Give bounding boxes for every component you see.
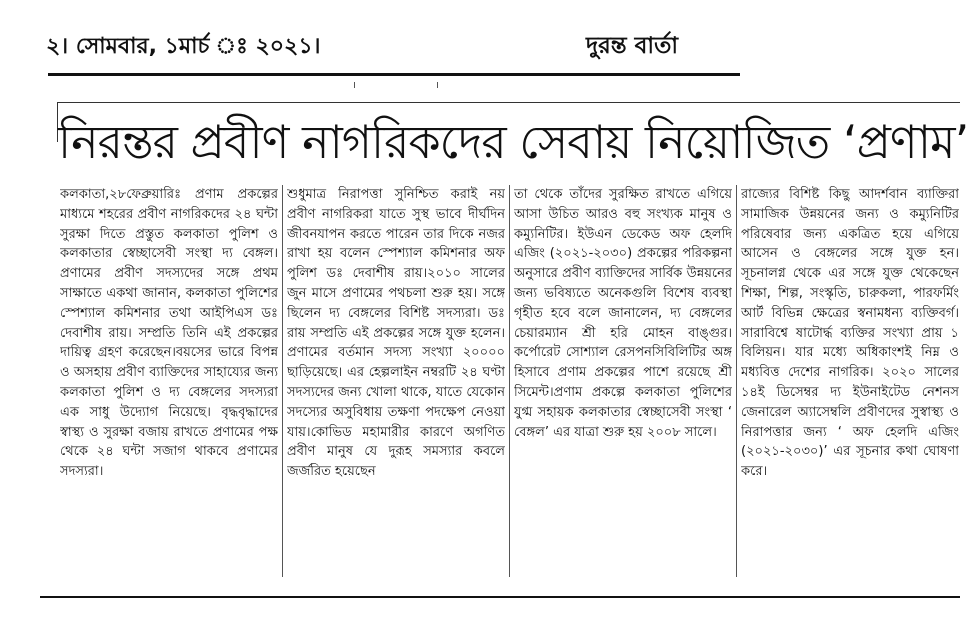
column-divider (282, 185, 283, 577)
article-frame-top (57, 102, 960, 103)
rule-tick (437, 82, 438, 88)
article-body (60, 185, 958, 583)
masthead-rule (48, 73, 740, 76)
article-column-3: তা থেকে তাঁদের সুরক্ষিত রাখতে এগিয়ে আসা উচিত আরও বহু সংখ্যক মানুষ ও কম্যুনিটির। ইউএন ডেকেড অফ হেলদি এজিং (২০২১-২০৩০) প্রকল্পের পরিকল্পনা অনুসারে প্রবীণ ব্যাক্তিদের সার্বিক উন্নয়নের জন্য ভবিষ্যতে অনেকগুলি বিশেষ ব্যবস্থা গৃহীত হবে বলে জানালেন, দ্য বেঙ্গলের চেয়ারম্যান শ্রী হরি মোহন বাঙ্গুর। কর্পোরেট সোশ্যাল রেসপনসিবিলিটির অঙ্গ হিসাবে প্রণাম প্রকল্পের পাশে রয়েছে শ্রী সিমেন্ট।প্রণাম প্রকল্পে কলকাতা পুলিশের যুগ্ম সহায়ক কলকাতার স্বেচ্ছাসেবী সংস্থা ‘ বেঙ্গল’ এর যাত্রা শুরু হয় ২০০৮ সালে। (514, 187, 732, 440)
newspaper-name: দুরন্ত বার্তা (586, 33, 678, 59)
page-bottom-rule (40, 596, 960, 598)
column-divider (736, 185, 737, 577)
article-column-2: শুধুমাত্র নিরাপত্তা সুনিশ্চিত করাই নয় প্রবীণ নাগরিকরা যাতে সুস্থ ভাবে দীর্ঘদিন জীবনযাপন করতে পারেন তার দিকে নজর রাখা হয় বলেন স্পেশ্যাল কমিশনার অফ পুলিশ ডঃ দেবাশীষ রায়।২০১০ সালের জুন মাসে প্রণামের পথচলা শুরু হয়। সঙ্গে ছিলেন দ্য বেঙ্গলের বিশিষ্ট সদস্যরা। ডঃ রায় সম্প্রতি এই প্রকল্পের সঙ্গে যুক্ত হলেন। প্রণামের বর্তমান সদস্য সংখ্যা ২০০০০ ছাড়িয়েছে। এর হেল্পলাইন নম্বরটি ২৪ ঘণ্টা সদস্যদের জন্য খোলা থাকে, যাতে যেকোন সদস্যের অসুবিধায় তক্ষণা পদক্ষেপ নেওয়া যায়।কোভিড মহামারীর কারণে অগণিত প্রবীণ মানুষ যে দুরূহ সমস্যার কবলে জর্জরিত হয়েছেন (287, 187, 505, 480)
column-divider (509, 185, 510, 577)
rule-tick (354, 82, 355, 88)
masthead (40, 25, 740, 65)
article-column-4: রাজ্যের বিশিষ্ট কিছু আদর্শবান ব্যাক্তিরা সামাজিক উন্নয়নের জন্য ও কম্যুনিটির পরিষেবার জন্য একত্রিত হয়ে এগিয়ে আসেন ও বেঙ্গলের সঙ্গে যুক্ত হন। সূচনালগ্ন থেকে এর সঙ্গে যুক্ত থেকেছেন শিক্ষা, শিল্প, সংস্কৃতি, চারুকলা, পারফর্মিং আর্ট বিভিন্ন ক্ষেত্রের স্বনামধন্য ব্যক্তিবর্গ। সারাবিশ্বে ষাটোর্দ্ধ ব্যক্তির সংখ্যা প্রায় ১ বিলিয়ন। যার মধ্যে অধিকাংশই নিম্ন ও মধ্যবিত্ত দেশের নাগরিক। ২০২০ সালের ১৪ই ডিসেম্বর দ্য ইউনাইটেড নেশনস জেনারেল অ্যাসেম্বলি প্রবীণদের সুস্বাস্থ্য ও নিরাপত্তার জন্য ‘ অফ হেলদি এজিং (২০২১-২০৩০)’ এর সূচনার কথা ঘোষণা করে। (741, 187, 959, 480)
article-column-1: কলকাতা,২৮ফেব্রুয়ারিঃ প্রণাম প্রকল্পের মাধ্যমে শহরের প্রবীণ নাগরিকদের ২৪ ঘন্টা সুরক্ষা দিতে প্রস্তুত কলকাতা পুলিশ ও কলকাতার স্বেচ্ছাসেবী সংস্থা দ্য বেঙ্গল। প্রণামের প্রবীণ সদস্যদের সঙ্গে প্রথম সাক্ষাতে একথা জানান, কলকাতা পুলিশের স্পেশ্যাল কমিশনার তথা আইপিএস ডঃ দেবাশীষ রায়। সম্প্রতি তিনি এই প্রকল্পের দায়িত্ব গ্রহণ করেছেন।বয়সের ভারে বিপন্ন ও অসহায় প্রবীণ ব্যাক্তিদের সাহায্যের জন্য কলকাতা পুলিশ ও দ্য বেঙ্গলের সদস্যরা এক সাধু উদ্যোগ নিয়েছে। বৃদ্ধবৃদ্ধাদের স্বাস্থ্য ও সুরক্ষা বজায় রাখতে প্রণামের পক্ষ থেকে ২৪ ঘন্টা সজাগ থাকবে প্রণামের সদস্যরা। (60, 187, 278, 480)
issue-date-line: ২। সোমবার, ১মার্চ ঃ ২০২১। (46, 34, 321, 59)
article-headline: নিরন্তর প্রবীণ নাগরিকদের সেবায় নিয়োজিত ‘প্রণাম’ (58, 115, 969, 169)
